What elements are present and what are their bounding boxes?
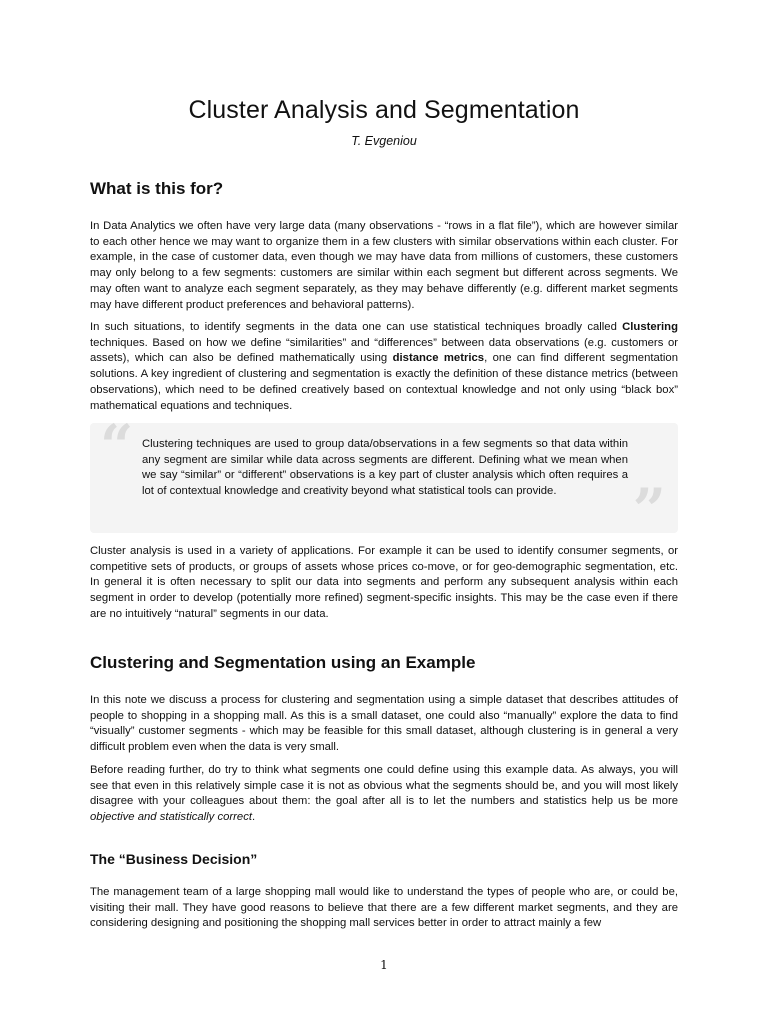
emphasis-objective: objective and statistically correct: [90, 811, 252, 824]
document-author: T. Evgeniou: [351, 134, 417, 148]
open-quote-icon: “: [100, 412, 134, 480]
quote-text: Clustering techniques are used to group data/observations in a few segments so that data within any segment are similar while data across segments are different. Defining what we mean when we say “similar” or “different” observations is a key part of cluster analysis which often requires a lot of contextual knowledge and creativity beyond what statistical tools can provide.: [142, 438, 628, 498]
paragraph-business-decision: The management team of a large shopping mall would like to understand the types of people who are, or could be, visiting their mall. They have good reasons to believe that there are a few different market segments, and they are considering designing and positioning the shopping mall services better in order to attract mainly a few: [90, 886, 678, 930]
page-number: 1: [380, 958, 388, 972]
paragraph-example-intro: In this note we discuss a process for clustering and segmentation using a simple dataset that describes attitudes of people to shopping in a shopping mall. As this is a small dataset, one could also “manually” explore the data to find “visually” customer segments - which may be feasible for this small dataset, although clustering is in general a very difficult problem even when the data is very small.: [90, 694, 678, 754]
close-quote-icon: ”: [632, 476, 666, 544]
section-heading-what-is-this-for: What is this for?: [90, 179, 224, 198]
paragraph-intro: In Data Analytics we often have very large data (many observations - “rows in a flat file”), which are however similar to each other hence we may want to organize them in a few clusters with similar observations within each cluster. For example, in the case of customer data, even though we may have data from millions of customers, these customers may only belong to a few segments: customers are similar within each segment but different across segments. We may often want to analyze each segment separately, as they may behave differently (e.g. different market segments may have different product preferences and behavioral patterns).: [90, 220, 678, 311]
section-heading-business-decision: The “Business Decision”: [90, 851, 258, 867]
term-clustering: Clustering: [622, 321, 678, 333]
paragraph-before-reading: Before reading further, do try to think what segments one could define using this example data. As always, you will see that even in this relatively simple case it is not as obvious what the segments should be, and you will most likely disagree with your colleagues about them: the goal after all is to let the numbers and statistics help us be more objective and statistically correct.: [90, 764, 678, 824]
section-heading-example: Clustering and Segmentation using an Example: [90, 653, 476, 672]
document-title: Cluster Analysis and Segmentation: [188, 96, 580, 124]
term-distance-metrics: distance metrics: [392, 352, 485, 365]
paragraph-clustering-techniques: In such situations, to identify segments in the data one can use statistical techniques broadly called Clustering techniques. Based on how we define “similarities” and “differences” between data observations (e.g. customers or assets), which can also be defined mathematically using distance metrics, one can find different segmentation solutions. A key ingredient of clustering and segmentation is exactly the definition of these distance metrics (between observations), which need to be defined creatively based on contextual knowledge and not only using “black box” mathematical equations and techniques.: [90, 321, 678, 412]
paragraph-applications: Cluster analysis is used in a variety of applications. For example it can be used to identify consumer segments, or competitive sets of products, or groups of assets whose prices co-move, or for geo-demographic segmentation, etc. In general it is often necessary to split our data into segments and perform any subsequent analysis within each segment in order to develop (potentially more refined) segment-specific insights. This may be the case even if there are no intuitively “natural” segments in our data.: [90, 545, 678, 620]
quote-box: [90, 412, 678, 544]
